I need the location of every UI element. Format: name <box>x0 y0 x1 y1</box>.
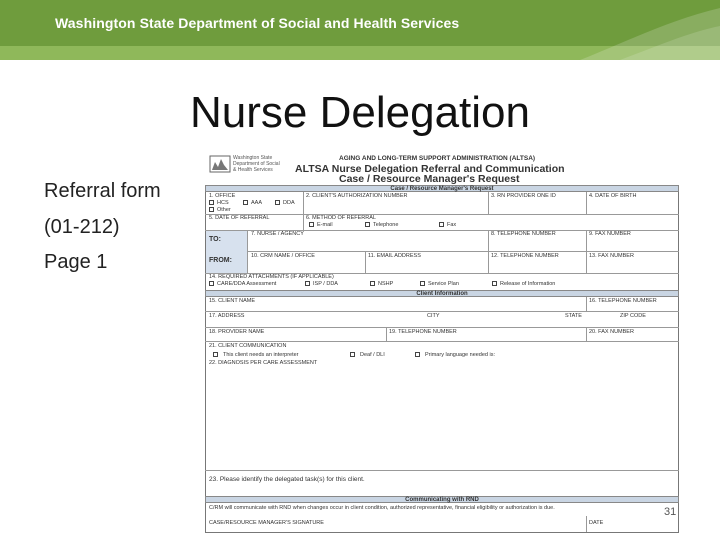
field-dob: 4. DATE OF BIRTH <box>589 193 637 199</box>
field-crm-name: 10. CRM NAME / OFFICE <box>251 253 315 259</box>
field-client-comm: 21. CLIENT COMMUNICATION <box>209 343 287 349</box>
checkbox-dda <box>275 200 280 205</box>
label-other: Other <box>217 207 231 213</box>
field-tel-16: 16. TELEPHONE NUMBER <box>589 298 657 304</box>
field-identify-tasks: 23. Please identify the delegated task(s) for this client. <box>209 476 365 483</box>
field-diagnosis: 22. DIAGNOSIS PER CARE ASSESSMENT <box>209 360 318 366</box>
checkbox-interpreter <box>213 352 218 357</box>
checkbox-email <box>309 222 314 227</box>
field-state: STATE <box>565 313 582 319</box>
banner-title: Washington State Department of Social and Health Services <box>55 15 460 31</box>
form-title-line-1: ALTSA Nurse Delegation Referral and Communication <box>295 163 565 175</box>
checkbox-primary-language <box>415 352 420 357</box>
label-telephone: Telephone <box>373 222 399 228</box>
field-office: 1. OFFICE <box>209 193 236 199</box>
section-communicating: Communicating with RND <box>205 496 679 503</box>
label-to: TO: <box>209 236 221 243</box>
field-nurse-agency: 7. NURSE / AGENCY <box>251 231 304 237</box>
field-address: 17. ADDRESS <box>209 313 245 319</box>
field-signature: CASE/RESOURCE MANAGER'S SIGNATURE <box>209 520 324 526</box>
label-email: E-mail <box>317 222 333 228</box>
field-tel-12: 12. TELEPHONE NUMBER <box>491 253 559 259</box>
section-request: Case / Resource Manager's Request <box>205 185 679 192</box>
label-from: FROM: <box>209 257 232 264</box>
label-carecomp: CARE/DDA Assessment <box>217 281 277 287</box>
checkbox-telephone <box>365 222 370 227</box>
field-date: DATE <box>589 520 604 526</box>
label-isp: ISP / DDA <box>313 281 338 287</box>
checkbox-carecomp <box>209 281 214 286</box>
field-provider-name: 18. PROVIDER NAME <box>209 329 265 335</box>
checkbox-nshp <box>370 281 375 286</box>
field-fax-13: 13. FAX NUMBER <box>589 253 634 259</box>
field-client-name: 15. CLIENT NAME <box>209 298 256 304</box>
field-method-referral: 6. METHOD OF REFERRAL <box>306 215 376 221</box>
field-city: CITY <box>427 313 440 319</box>
field-fax-9: 9. FAX NUMBER <box>589 231 631 237</box>
label-dda: DDA <box>283 200 295 206</box>
dshs-logo-icon <box>209 153 231 175</box>
page-number: 31 <box>664 506 677 518</box>
checkbox-hcs <box>209 200 214 205</box>
field-auth-number: 2. CLIENT'S AUTHORIZATION NUMBER <box>306 193 408 199</box>
label-service-plan: Service Plan <box>428 281 459 287</box>
label-fax: Fax <box>447 222 457 228</box>
checkbox-service-plan <box>420 281 425 286</box>
label-release: Release of Information <box>500 281 556 287</box>
field-tel-8: 8. TELEPHONE NUMBER <box>491 231 556 237</box>
label-interpreter: This client needs an interpreter <box>223 352 299 358</box>
slide-title: Nurse Delegation <box>190 88 530 137</box>
side-line-2: (01-212) <box>44 216 120 238</box>
field-date-referral: 5. DATE OF REFERRAL <box>209 215 270 221</box>
side-line-3: Page 1 <box>44 251 108 273</box>
label-primary-language: Primary language needed is: <box>425 352 496 358</box>
label-nshp: NSHP <box>378 281 394 287</box>
form-admin-line: AGING AND LONG-TERM SUPPORT ADMINISTRATION (ALTSA) <box>339 155 536 162</box>
logo-text: Washington State Department of Social & Health Services <box>233 155 280 173</box>
field-required-attachments: 14. REQUIRED ATTACHMENTS (IF APPLICABLE) <box>209 274 334 280</box>
checkbox-aaa <box>243 200 248 205</box>
field-zip: ZIP CODE <box>620 313 646 319</box>
label-hcs: HCS <box>217 200 229 206</box>
checkbox-isp <box>305 281 310 286</box>
field-email-address: 11. EMAIL ADDRESS <box>368 253 421 259</box>
banner-swoosh-graphic <box>540 0 720 60</box>
label-deaf: Deaf / DLI <box>360 352 385 358</box>
checkbox-fax <box>439 222 444 227</box>
checkbox-other <box>209 207 214 212</box>
checkbox-deaf <box>350 352 355 357</box>
comm-text: C/RM will communicate with RND when changes occur in client condition, authorized representative, financial eligibility or authorization is due. <box>209 505 555 511</box>
section-client: Client Information <box>205 290 679 297</box>
field-rn-provider: 3. RN PROVIDER ONE ID <box>491 193 556 199</box>
label-aaa: AAA <box>251 200 263 206</box>
referral-form-image <box>205 150 679 533</box>
checkbox-release <box>492 281 497 286</box>
field-fax-20: 20. FAX NUMBER <box>589 329 634 335</box>
form-title-line-2: Case / Resource Manager's Request <box>339 173 520 185</box>
side-line-1: Referral form <box>44 180 161 202</box>
field-tel-19: 19. TELEPHONE NUMBER <box>389 329 457 335</box>
